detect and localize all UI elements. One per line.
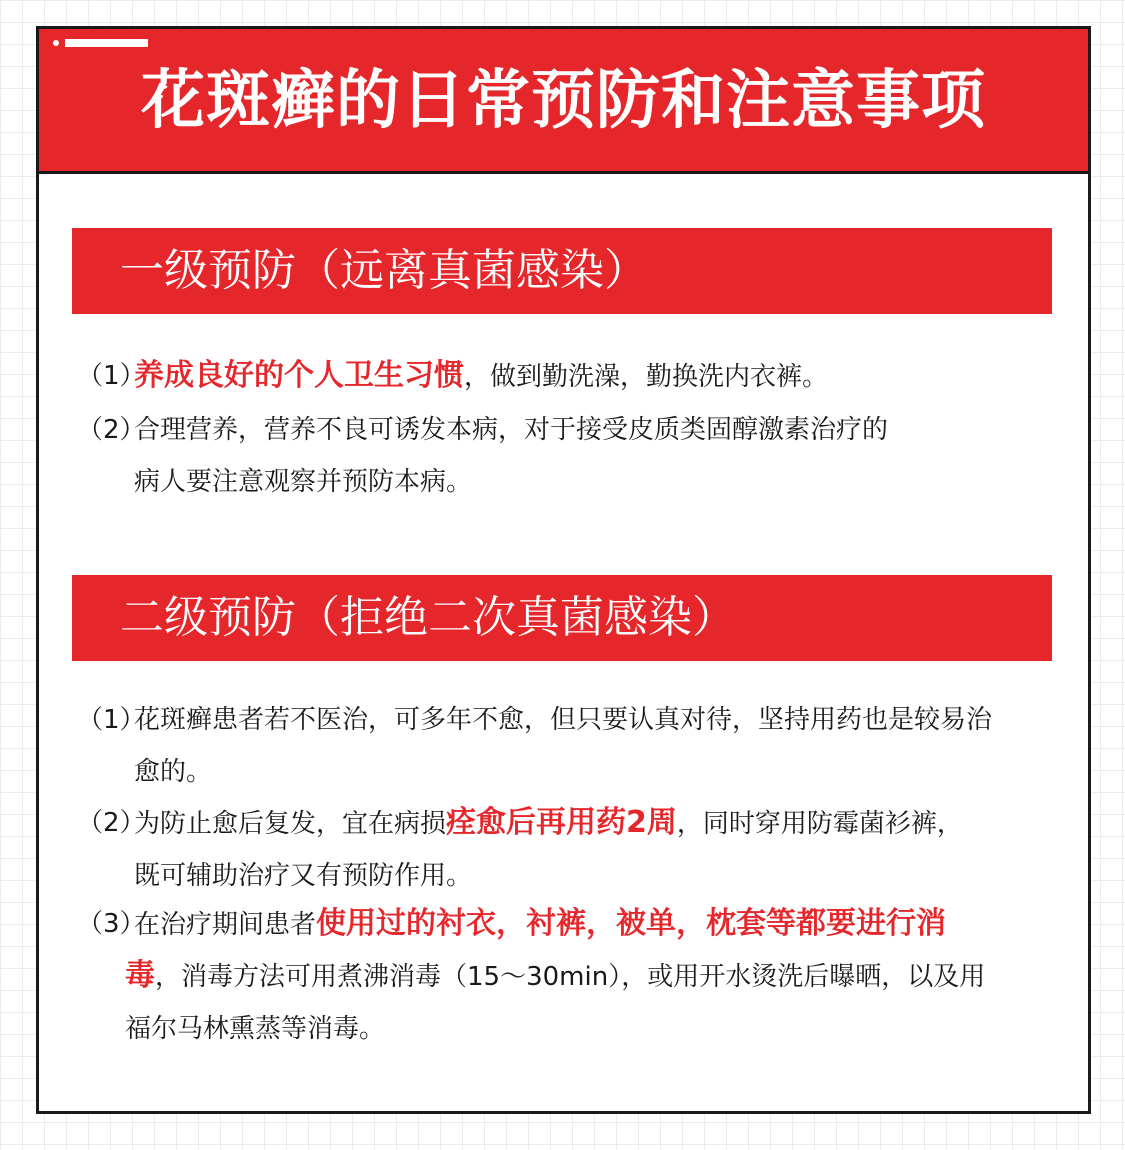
- list-item: [77, 694, 1037, 798]
- item-text: ，做到勤洗澡，勤换洗内衣裤。: [464, 362, 829, 392]
- list-item-continued: [125, 950, 1055, 1055]
- highlighted-text: 痊愈后再用药2周: [446, 805, 677, 840]
- content-card: [36, 26, 1091, 1114]
- item-text: 花斑癣患者若不医治，可多年不愈，但只要认真对待，坚持用药也是较易治: [134, 705, 993, 735]
- highlighted-text: 养成良好的个人卫生习惯: [134, 358, 464, 393]
- item-number: （2）: [77, 415, 146, 445]
- item-text-continued: 愈的。: [134, 757, 213, 787]
- section-heading-secondary-prevention: [72, 575, 1052, 661]
- page-title: 花斑癣的日常预防和注意事项: [141, 64, 986, 138]
- item-number: （3）: [77, 909, 146, 939]
- highlighted-text: 使用过的衬衣，衬裤，被单，枕套等都要进行消: [316, 906, 947, 941]
- list-item: [77, 350, 1037, 403]
- item-text: ，同时穿用防霉菌衫裤，: [676, 809, 963, 839]
- highlighted-text: 毒: [125, 958, 155, 993]
- page-header: [39, 29, 1088, 174]
- item-text: ，消毒方法可用煮沸消毒（15～30min），或用开水烫洗后曝晒，以及用: [155, 962, 986, 992]
- list-item: [77, 898, 1037, 951]
- item-text-continued: 福尔马林熏蒸等消毒。: [125, 1014, 386, 1044]
- item-number: （2）: [77, 808, 146, 838]
- section-heading-primary-prevention: [72, 228, 1052, 314]
- section-title: 二级预防（拒绝二次真菌感染）: [120, 592, 736, 643]
- item-number: （1）: [77, 705, 146, 735]
- header-accent-decoration: [53, 39, 148, 47]
- item-number: （1）: [77, 361, 146, 391]
- item-text: 为防止愈后复发，宜在病损: [134, 809, 447, 839]
- item-text-continued: 既可辅助治疗又有预防作用。: [134, 861, 473, 891]
- item-text: 在治疗期间患者: [134, 910, 317, 940]
- list-item: [77, 404, 1037, 508]
- section-title: 一级预防（远离真菌感染）: [120, 245, 648, 296]
- item-text-continued: 病人要注意观察并预防本病。: [134, 467, 473, 497]
- item-text: 合理营养，营养不良可诱发本病，对于接受皮质类固醇激素治疗的: [134, 415, 889, 445]
- list-item: [77, 797, 1037, 902]
